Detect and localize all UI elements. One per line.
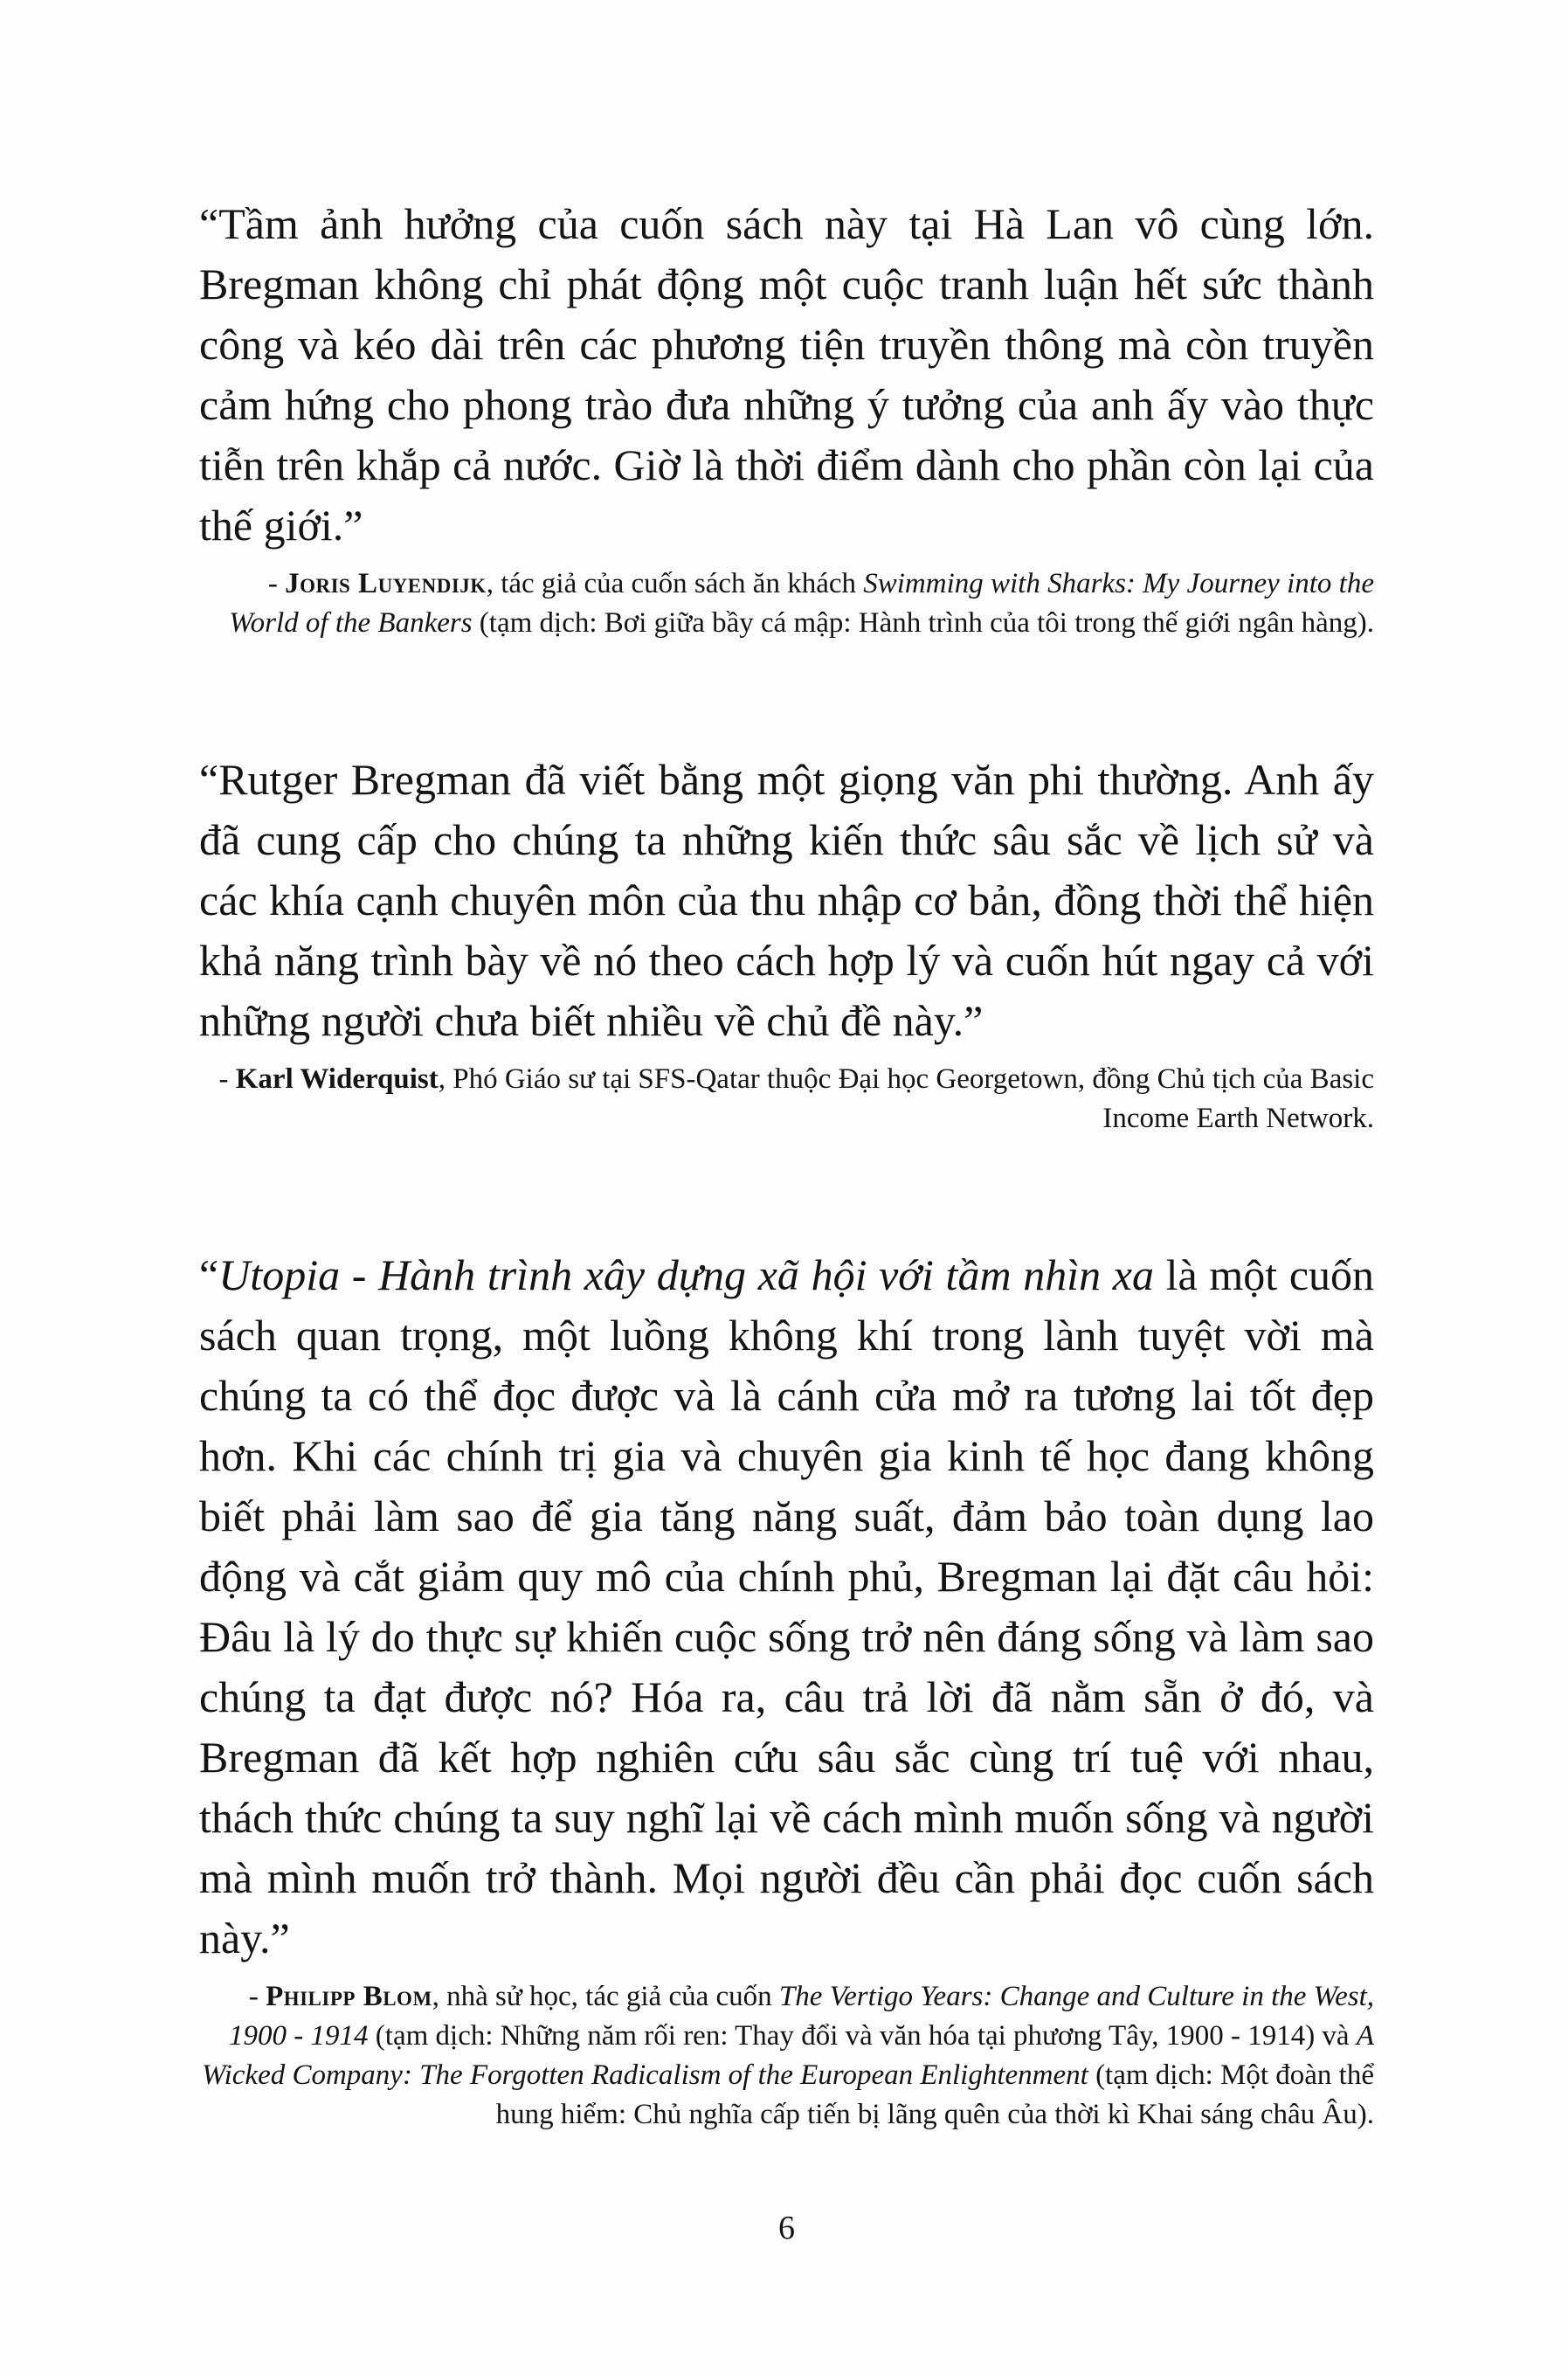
text-run-italic: Utopia - Hành trình xây dựng xã hội với tầm nhìn xa	[218, 1250, 1154, 1299]
text-run-normal: , tác giả của cuốn sách ăn khách	[486, 568, 864, 599]
text-run-bold-smallcaps: Joris Luyendijk	[285, 568, 487, 599]
attribution	[199, 1060, 1374, 1139]
text-run-italic: A Wicked Company: The Forgotten Radicalism of the European Enlightenment	[201, 2020, 1374, 2091]
text-run-normal: (tạm dịch: Bơi giữa bầy cá mập: Hành trình của tôi trong thế giới ngân hàng).	[472, 607, 1374, 639]
text-run-normal: “	[199, 1250, 219, 1299]
quote-paragraph	[199, 194, 1374, 556]
text-run-italic: The Vertigo Years: Change and Culture in the West, 1900 - 1914	[229, 1981, 1374, 2052]
text-run-normal: (tạm dịch: Một đoàn thể hung hiểm: Chủ nghĩa cấp tiến bị lãng quên của thời kì Khai sáng châu Âu).	[495, 2059, 1374, 2130]
attribution	[199, 564, 1374, 643]
text-run-italic: Swimming with Sharks: My Journey into the World of the Bankers	[229, 568, 1374, 639]
blurb-section-widerquist	[199, 750, 1374, 1139]
text-run-normal: là một cuốn sách quan trọng, một luồng không khí trong lành tuyệt vời mà chúng ta có thể đọc được và là cánh cửa mở ra tương lai tốt đẹp hơn. Khi các chính trị gia và chuyên gia kinh tế học đang không biết phải làm sao để gia tăng năng suất, đảm bảo toàn dụng lao động và cắt giảm quy mô của chính phủ, Bregman lại đặt câu hỏi: Đâu là lý do thực sự khiến cuộc sống trở nên đáng sống và làm sao chúng ta đạt được nó? Hóa ra, câu trả lời đã nằm sẵn ở đó, và Bregman đã kết hợp nghiên cứu sâu sắc cùng trí tuệ với nhau, thách thức chúng ta suy nghĩ lại về cách mình muốn sống và người mà mình muốn trở thành. Mọi người đều cần phải đọc cuốn sách này.”	[199, 1250, 1375, 1962]
quote-paragraph	[199, 1245, 1374, 1969]
text-run-bold-smallcaps: Philipp Blom	[266, 1981, 432, 2012]
blurb-section-luyendijk	[199, 194, 1374, 643]
text-run-normal: “Tầm ảnh hưởng của cuốn sách này tại Hà Lan vô cùng lớn. Bregman không chỉ phát động một cuộc tranh luận hết sức thành công và kéo dài trên các phương tiện truyền thông mà còn truyền cảm hứng cho phong trào đưa những ý tưởng của anh ấy vào thực tiễn trên khắp cả nước. Giờ là thời điểm dành cho phần còn lại của thế giới.”	[199, 199, 1374, 550]
text-run-bold: Karl Widerquist	[235, 1063, 439, 1095]
text-run-normal: -	[248, 1981, 266, 2012]
page-number: 6	[778, 2210, 795, 2246]
text-run-normal: (tạm dịch: Những năm rối ren: Thay đổi và văn hóa tại phương Tây, 1900 - 1914) và	[368, 2020, 1357, 2052]
text-run-normal: -	[267, 568, 286, 599]
text-run-normal: , nhà sử học, tác giả của cuốn	[432, 1981, 779, 2012]
quote-paragraph	[199, 750, 1374, 1051]
text-run-normal: -	[218, 1063, 236, 1095]
text-run-normal: , Phó Giáo sư tại SFS-Qatar thuộc Đại học Georgetown, đồng Chủ tịch của Basic Income Earth Network.	[438, 1063, 1374, 1134]
text-run-normal: “Rutger Bregman đã viết bằng một giọng văn phi thường. Anh ấy đã cung cấp cho chúng ta những kiến thức sâu sắc về lịch sử và các khía cạnh chuyên môn của thu nhập cơ bản, đồng thời thể hiện khả năng trình bày về nó theo cách hợp lý và cuốn hút ngay cả với những người chưa biết nhiều về chủ đề này.”	[199, 755, 1374, 1045]
blurb-section-blom	[199, 1245, 1374, 2135]
attribution	[199, 1977, 1374, 2135]
